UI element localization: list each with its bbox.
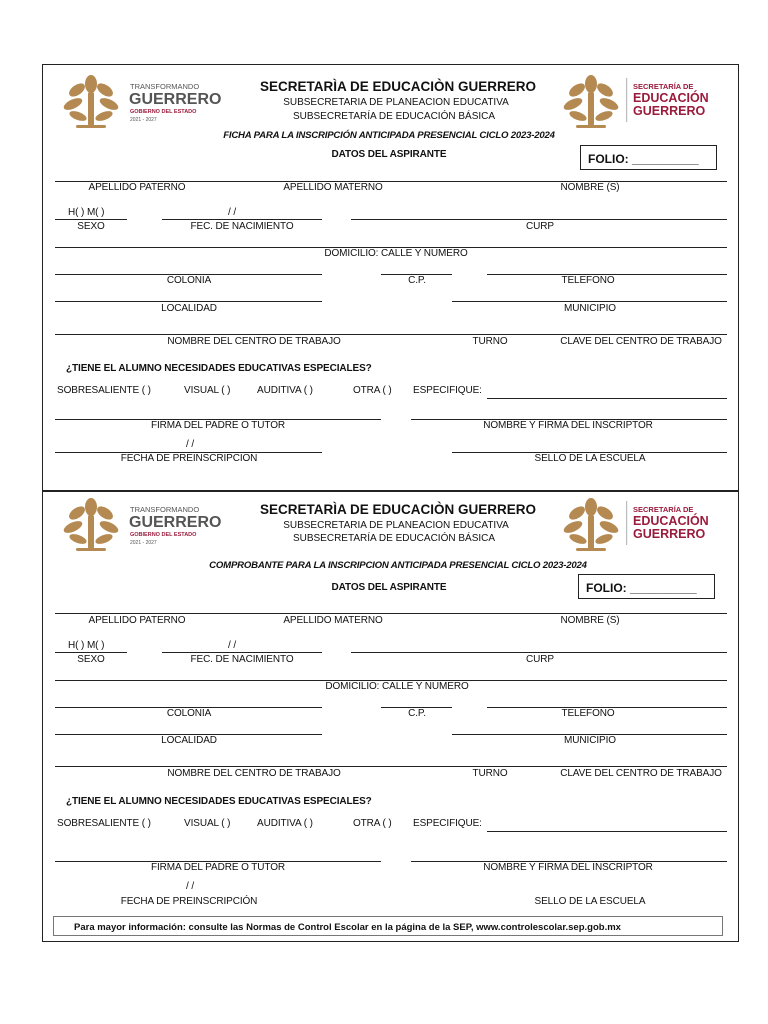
label-localidad: LOCALIDAD (161, 303, 217, 314)
secretaria-educacion-logo (560, 70, 730, 130)
curp-line-2[interactable] (351, 652, 727, 653)
especifique-line[interactable] (487, 398, 727, 399)
comprobante-section (42, 490, 739, 942)
label-colonia-2: COLONIA (166, 708, 212, 719)
label-fec-nacimiento: FEC. DE NACIMIENTO (190, 221, 294, 232)
secretaria-title: SECRETARÌA DE EDUCACIÒN GUERRERO (259, 79, 537, 94)
secretaria-title-2: SECRETARÌA DE EDUCACIÒN GUERRERO (259, 502, 537, 517)
label-inscriptor-2: NOMBRE Y FIRMA DEL INSCRIPTOR (483, 862, 653, 873)
datos-aspirante-heading-2: DATOS DEL ASPIRANTE (331, 582, 447, 593)
label-sexo: SEXO (77, 221, 105, 232)
logo-sec-line1: SECRETARÍA DE (633, 82, 694, 91)
label-nombres: NOMBRE (S) (560, 182, 620, 193)
footer-info: Para mayor información: consulte las Normas de Control Escolar en la página de la SEP, www.controlescolar.sep.gob.mx (53, 916, 723, 936)
label-domicilio-2: DOMICILIO: CALLE Y NUMERO (325, 681, 469, 692)
label-firma-padre-2: FIRMA DEL PADRE O TUTOR (150, 862, 286, 873)
label-telefono-2: TELEFONO (561, 708, 615, 719)
label-inscriptor: NOMBRE Y FIRMA DEL INSCRIPTOR (483, 420, 653, 431)
necesidades-question-2: ¿TIENE EL ALUMNO NECESIDADES EDUCATIVAS ESPECIALES? (66, 796, 372, 807)
fec-nac-line[interactable] (162, 219, 322, 220)
label-centro-trabajo-2: NOMBRE DEL CENTRO DE TRABAJO (167, 768, 341, 779)
gobierno-guerrero-logo (58, 70, 223, 130)
names-line-2[interactable] (55, 613, 727, 614)
logo-sec-line3-b: GUERRERO (633, 527, 706, 541)
label-especifique-2: ESPECIFIQUE: (413, 818, 482, 829)
label-apellido-materno-2: APELLIDO MATERNO (283, 615, 383, 626)
fecha-slashes-2: / / (186, 881, 195, 892)
fec-nac-line-2[interactable] (162, 652, 322, 653)
label-fec-nacimiento-2: FEC. DE NACIMIENTO (190, 654, 294, 665)
sexo-line[interactable] (55, 219, 127, 220)
centro-trabajo-line[interactable] (55, 334, 727, 335)
sub-planeacion-2: SUBSECRETARIA DE PLANEACION EDUCATIVA (283, 520, 509, 531)
localidad-line[interactable] (55, 301, 322, 302)
label-firma-padre: FIRMA DEL PADRE O TUTOR (150, 420, 286, 431)
label-especifique: ESPECIFIQUE: (413, 385, 482, 396)
opt-visual-2[interactable]: VISUAL ( ) (184, 818, 231, 829)
label-clave-centro: CLAVE DEL CENTRO DE TRABAJO (560, 336, 722, 347)
logo-gob-line3: GOBIERNO DEL ESTADO (130, 109, 197, 115)
label-cp-2: C.P. (408, 708, 426, 719)
label-colonia: COLONIA (166, 275, 212, 286)
comprobante-title: COMPROBANTE PARA LA INSCRIPCION ANTICIPADA PRESENCIAL CICLO 2023-2024 (209, 560, 587, 571)
centro-trabajo-line-2[interactable] (55, 766, 727, 767)
curp-line[interactable] (351, 219, 727, 220)
label-sello: SELLO DE LA ESCUELA (534, 453, 646, 464)
datos-aspirante-heading: DATOS DEL ASPIRANTE (331, 149, 447, 160)
label-curp: CURP (526, 221, 554, 232)
label-apellido-materno: APELLIDO MATERNO (283, 182, 383, 193)
label-domicilio: DOMICILIO: CALLE Y NUMERO (324, 248, 468, 259)
fecha-slashes: / / (186, 439, 195, 450)
opt-sobresaliente[interactable]: SOBRESALIENTE ( ) (57, 385, 151, 396)
opt-otra-2[interactable]: OTRA ( ) (353, 818, 392, 829)
logo-gob-line2: GUERRERO (129, 91, 222, 108)
label-turno: TURNO (472, 336, 508, 347)
fec-nac-slashes: / / (228, 207, 237, 218)
label-municipio: MUNICIPIO (564, 303, 616, 314)
municipio-line[interactable] (452, 301, 727, 302)
sub-basica-2: SUBSECRETARÍA DE EDUCACIÓN BÁSICA (292, 533, 496, 544)
label-municipio-2: MUNICIPIO (564, 735, 616, 746)
opt-auditiva[interactable]: AUDITIVA ( ) (257, 385, 313, 396)
logo-sec-line2-b: EDUCACIÓN (633, 514, 709, 528)
fec-nac-slashes-2: / / (228, 640, 237, 651)
logo-gob-line3-b: GOBIERNO DEL ESTADO (130, 532, 197, 538)
logo-gob-line2-b: GUERRERO (129, 514, 222, 531)
logo-gob-line1-b: TRANSFORMANDO (130, 505, 200, 514)
label-telefono: TELEFONO (561, 275, 615, 286)
sub-planeacion: SUBSECRETARIA DE PLANEACION EDUCATIVA (283, 97, 509, 108)
sexo-options[interactable]: H( ) M( ) (68, 207, 105, 218)
folio-field-2[interactable]: FOLIO: __________ (578, 574, 715, 599)
label-fecha-preinscripcion: FECHA DE PREINSCRIPCION (120, 453, 258, 464)
label-apellido-paterno: APELLIDO PATERNO (88, 182, 186, 193)
necesidades-question: ¿TIENE EL ALUMNO NECESIDADES EDUCATIVAS ESPECIALES? (66, 363, 372, 374)
label-fecha-preinscripcion-2: FECHA DE PREINSCRIPCIÓN (120, 896, 258, 907)
label-localidad-2: LOCALIDAD (161, 735, 217, 746)
ficha-title: FICHA PARA LA INSCRIPCIÓN ANTICIPADA PRESENCIAL CICLO 2023-2024 (223, 130, 555, 141)
label-sello-2: SELLO DE LA ESCUELA (534, 896, 646, 907)
label-cp: C.P. (408, 275, 426, 286)
label-sexo-2: SEXO (77, 654, 105, 665)
label-apellido-paterno-2: APELLIDO PATERNO (88, 615, 186, 626)
especifique-line-2[interactable] (487, 831, 727, 832)
secretaria-educacion-logo-2 (560, 493, 730, 553)
opt-auditiva-2[interactable]: AUDITIVA ( ) (257, 818, 313, 829)
logo-sec-line3: GUERRERO (633, 104, 706, 118)
logo-gob-line4-b: 2021 - 2027 (130, 540, 157, 546)
gobierno-guerrero-logo-2 (58, 493, 223, 553)
logo-gob-line1: TRANSFORMANDO (130, 82, 200, 91)
sub-basica: SUBSECRETARÍA DE EDUCACIÓN BÁSICA (292, 111, 496, 122)
folio-field[interactable]: FOLIO: __________ (580, 145, 717, 170)
label-curp-2: CURP (526, 654, 554, 665)
logo-gob-line4: 2021 - 2027 (130, 117, 157, 123)
opt-visual[interactable]: VISUAL ( ) (184, 385, 231, 396)
label-clave-centro-2: CLAVE DEL CENTRO DE TRABAJO (560, 768, 722, 779)
label-nombres-2: NOMBRE (S) (560, 615, 620, 626)
label-centro-trabajo: NOMBRE DEL CENTRO DE TRABAJO (167, 336, 341, 347)
opt-sobresaliente-2[interactable]: SOBRESALIENTE ( ) (57, 818, 151, 829)
logo-sec-line1-b: SECRETARÍA DE (633, 505, 694, 514)
logo-sec-line2: EDUCACIÓN (633, 91, 709, 105)
label-turno-2: TURNO (472, 768, 508, 779)
sexo-options-2[interactable]: H( ) M( ) (68, 640, 105, 651)
opt-otra[interactable]: OTRA ( ) (353, 385, 392, 396)
sexo-line-2[interactable] (55, 652, 127, 653)
